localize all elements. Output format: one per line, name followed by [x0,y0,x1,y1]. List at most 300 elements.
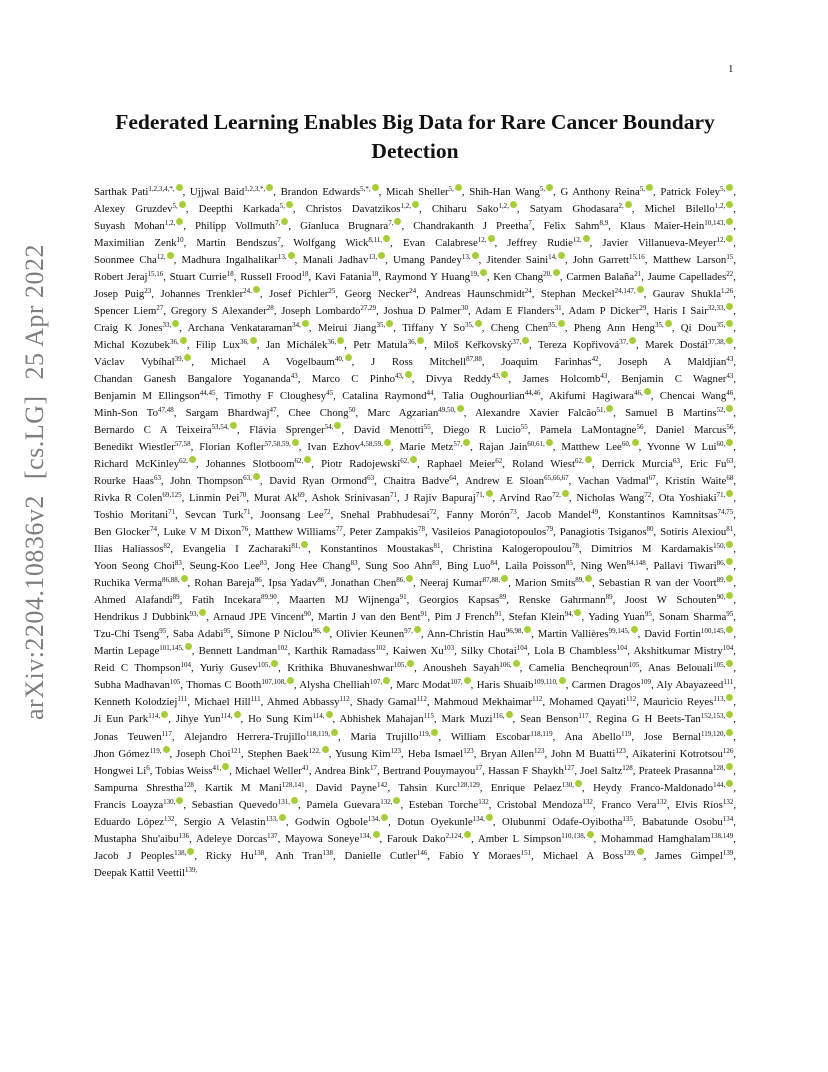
author-name: John M Buatti [551,747,616,760]
orcid-icon[interactable] [271,660,278,667]
orcid-icon[interactable] [167,252,174,259]
author-affiliations: 114, [312,712,325,721]
orcid-icon[interactable] [172,320,179,327]
author-name: Renske Gahrmann [518,594,606,607]
author-affiliations: 109 [640,678,651,687]
author-name: Joseph Lombardo [281,305,361,318]
author-affiliations: 43 [726,372,734,381]
author-entry: Tahsin Kurc$^{128,129}$, [398,780,483,794]
orcid-icon[interactable] [726,184,733,191]
orcid-icon[interactable] [431,729,438,736]
author-name: Enrique Pelaez [490,781,562,794]
orcid-icon[interactable] [631,626,638,633]
author-name: Franco Vera [601,798,657,811]
author-name: Stuart Currie [169,271,227,284]
orcid-icon[interactable] [488,235,495,242]
orcid-icon[interactable] [475,320,482,327]
orcid-icon[interactable] [187,848,194,855]
author-entry: Diego R Lucio$^{55}$, [442,423,531,437]
orcid-icon[interactable] [279,814,286,821]
author-entry: Francis Loayza$^{130,}$ , [94,797,187,811]
orcid-icon[interactable] [304,456,311,463]
orcid-icon[interactable] [230,422,237,429]
author-entry: Pallavi Tiwari$^{86,}$ , [653,559,737,573]
author-entry: Marc Modat$^{107,}$ , [396,678,474,692]
author-name: Jonathan Chen [331,577,397,590]
author-entry: Heba Ismael$^{123}$, [407,746,477,760]
author-name: Joel Saltz [580,764,623,777]
orcid-icon[interactable] [414,626,421,633]
orcid-icon[interactable] [266,184,273,191]
author-name: Kenneth Kolodziej [94,696,178,709]
author-entry: Andreas Haunschmidt$^{24}$, [424,287,535,301]
author-entry: Olubunmi Odafe-Oyibotha$^{135}$, [502,814,636,828]
orcid-icon[interactable] [393,797,400,804]
author-name: Ilias Haliassos [94,543,164,556]
orcid-icon[interactable] [558,252,565,259]
author-entry: Michel Bilello$^{1,2,}$ , [644,202,736,216]
author-name: Marco C Pinho [311,373,396,386]
author-name: Mark Muzi [441,713,493,726]
orcid-icon[interactable] [726,201,733,208]
author-affiliations: 62, [294,457,304,466]
orcid-icon[interactable] [287,677,294,684]
author-entry: Arvind Rao$^{72,}$ , [499,491,572,505]
orcid-icon[interactable] [574,609,581,616]
orcid-icon[interactable] [378,252,385,259]
author-name: Meirui Jiang [317,322,377,335]
author-name: Manali Jadhav [302,254,369,267]
orcid-icon[interactable] [726,541,733,548]
author-name: Václav Vybíhal [94,356,175,369]
orcid-icon[interactable] [726,490,733,497]
author-name: David Ryan Ormond [269,475,368,488]
author-affiliations: 104 [616,644,628,653]
orcid-icon[interactable] [726,235,733,242]
author-name: Marek Dostál [645,339,708,352]
author-entry: Piotr Radojewski$^{62,}$ , [321,457,420,471]
author-name: Sebastian R van der Voort [598,577,717,590]
author-entry: Bing Luo$^{84}$, [447,559,501,573]
author-name: James Holcomb [522,373,601,386]
orcid-icon[interactable] [726,729,733,736]
author-affiliations: 133, [265,814,278,823]
orcid-icon[interactable] [386,320,393,327]
author-entry: Maria Trujillo$^{119,}$ , [350,729,442,743]
author-name: Stephan Meckel [540,288,615,301]
orcid-icon[interactable] [559,677,566,684]
orcid-icon[interactable] [181,575,188,582]
author-name: Anousheh Sayah [422,662,500,675]
orcid-icon[interactable] [587,831,594,838]
author-entry: Stephan Meckel$^{24,147,}$ , [540,287,647,301]
orcid-icon[interactable] [486,490,493,497]
author-affiliations: 139, [623,848,636,857]
author-name: Joonsang Lee [260,509,324,522]
author-name: Dotun Oyekunle [397,815,473,828]
orcid-icon[interactable] [179,201,186,208]
author-affiliations: 110,138, [561,831,586,840]
author-entry: Daniel Marcus$^{56}$, [655,423,737,437]
orcid-icon[interactable] [632,439,639,446]
author-entry: Jihye Yun$^{114,}$ , [175,712,244,726]
author-name: Shady Gamal [356,696,417,709]
author-entry: Hendrikus J Dubbink$^{93,}$ , [94,610,210,624]
author-entry: Stephen Baek$^{122,}$ , [247,746,332,760]
author-affiliations: 71 [168,508,176,517]
author-name: Kavi Fatania [314,271,372,284]
author-affiliations: 121 [230,746,241,755]
author-affiliations: 114, [220,712,233,721]
orcid-icon[interactable] [373,831,380,838]
orcid-icon[interactable] [288,252,295,259]
author-entry: Alejandro Herrera-Trujillo$^{118,119,}$ , [183,729,341,743]
author-affiliations: 86, [396,576,405,585]
orcid-icon[interactable] [410,456,417,463]
orcid-icon[interactable] [637,848,644,855]
author-entry: Joseph A Maldjian$^{43}$, [618,355,737,369]
orcid-icon[interactable] [457,405,464,412]
orcid-icon[interactable] [726,405,733,412]
author-name: Johannes Trenkler [160,288,244,301]
orcid-icon[interactable] [625,201,632,208]
author-name: Derrick Murcia [601,458,673,471]
author-entry: Eric Fu$^{63}$, [689,457,737,471]
orcid-icon[interactable] [524,626,531,633]
author-entry: Neeraj Kumar$^{87,88,}$ , [419,576,511,590]
author-name: Yading Yuan [588,611,645,624]
arxiv-id[interactable]: arXiv:2204.10836v2 [20,495,49,720]
orcid-icon[interactable] [472,252,479,259]
orcid-icon[interactable] [464,831,471,838]
author-affiliations: 104 [180,661,192,670]
author-entry: Jonathan Chen$^{86,}$ , [331,576,416,590]
author-name: Vasileios Panagiotopoulos [431,526,547,539]
author-affiliations: 123 [534,746,545,755]
author-affiliations: 15,16 [147,270,164,279]
author-name: Bernardo C A Teixeira [94,424,212,437]
author-name: Ben Glocker [94,526,150,539]
author-affiliations: 132, [380,797,393,806]
author-affiliations: 93, [189,610,199,619]
author-affiliations: 46, [633,389,643,398]
author-affiliations: 51, [596,406,606,415]
orcid-icon[interactable] [176,218,183,225]
author-name: Andrew E Sloan [464,475,545,488]
author-affiliations: 5, [639,185,646,193]
author-affiliations: 31 [554,304,562,313]
orcid-icon[interactable] [412,201,419,208]
orcid-icon[interactable] [726,780,733,787]
orcid-icon[interactable] [646,184,653,191]
author-entry: Farouk Dako$^{2,124,}$ , [386,831,474,845]
orcid-icon[interactable] [562,490,569,497]
orcid-icon[interactable] [726,592,733,599]
author-entry: Amber L Simpson$^{110,138,}$ , [477,831,597,845]
orcid-icon[interactable] [222,763,229,770]
orcid-icon[interactable] [480,269,487,276]
author-affiliations: 85 [565,559,573,568]
author-name: Piotr Radojewski [321,458,401,471]
author-name: Matthew Lee [561,441,622,454]
orcid-icon[interactable] [185,643,192,650]
author-affiliations: 37,38, [707,338,726,347]
author-affiliations: 87,88 [466,355,482,364]
author-name: Adeleye Dorcas [195,832,268,845]
orcid-icon[interactable] [726,558,733,565]
orcid-icon[interactable] [253,473,260,480]
orcid-icon[interactable] [323,626,330,633]
author-affiliations: 29 [639,304,647,313]
orcid-icon[interactable] [286,201,293,208]
orcid-icon[interactable] [575,780,582,787]
author-affiliations: 126 [722,746,734,755]
author-affiliations: 94, [564,610,574,619]
orcid-icon[interactable] [394,218,401,225]
author-affiliations: 128 [622,763,633,772]
author-name: Heydy Franco-Maldonado [593,781,714,794]
orcid-icon[interactable] [417,337,424,344]
author-affiliations: 138,149 [710,831,734,840]
orcid-icon[interactable] [381,814,388,821]
author-affiliations: 43 [726,355,734,364]
author-entry: Danielle Cutler$^{146}$, [344,848,431,862]
author-affiliations: 96, [312,627,322,636]
orcid-icon[interactable] [583,235,590,242]
author-affiliations: 56 [726,423,734,432]
author-affiliations: 73 [509,508,517,517]
orcid-icon[interactable] [486,814,493,821]
orcid-icon[interactable] [281,218,288,225]
orcid-icon[interactable] [726,218,733,225]
author-affiliations: 67 [648,474,656,483]
orcid-icon[interactable] [322,746,329,753]
author-name: Evangelia I Zacharaki [182,543,292,556]
author-name: Miloš Keřkovský [433,339,513,352]
author-name: Panagiotis Tsiganos [559,526,647,539]
author-affiliations: 62, [179,457,188,466]
author-entry: Simone P Niclou$^{96,}$ , [237,627,333,641]
author-name: Martin Vallières [537,628,609,641]
orcid-icon[interactable] [405,371,412,378]
orcid-icon[interactable] [644,388,651,395]
author-entry: Bernardo C A Teixeira$^{53,54,}$ , [94,423,240,437]
author-affiliations: 132 [722,797,734,806]
orcid-icon[interactable] [250,337,257,344]
author-entry: Chiharu Sako$^{1,2,}$ , [431,202,520,216]
author-name: Evan Calabrese [402,237,478,250]
orcid-icon[interactable] [585,575,592,582]
author-name: Michael Hill [194,696,251,709]
orcid-icon[interactable] [301,541,308,548]
author-entry: Petr Matula$^{36,}$ , [353,338,428,352]
orcid-icon[interactable] [345,354,352,361]
author-entry: Deepthi Karkada$^{5,}$ , [198,202,296,216]
author-name: Carmen Balaña [566,271,635,284]
author-affiliations: 69 [297,491,305,500]
author-entry: Esteban Torche$^{132}$, [408,797,492,811]
author-name: Regina G H Beets-Tan [596,713,701,726]
orcid-icon[interactable] [464,677,471,684]
author-affiliations: 62, [400,457,410,466]
orcid-icon[interactable] [726,763,733,770]
author-entry: Jong Hee Chang$^{83}$, [274,559,361,573]
author-affiliations: 44 [426,389,434,398]
author-entry: Mohamed Qayati$^{112}$, [549,695,639,709]
author-affiliations: 30 [460,304,468,313]
author-affiliations: 7, [275,219,281,228]
orcid-icon[interactable] [726,711,733,718]
author-affiliations: 103 [443,644,455,653]
author-entry: Stuart Currie$^{18}$, [169,270,237,284]
author-name: Michal Kozubek [94,339,170,352]
arxiv-identifier-stamp[interactable] [20,228,50,720]
author-affiliations: 72 [429,508,437,517]
author-name: Chiharu Sako [431,203,499,216]
orcid-icon[interactable] [501,371,508,378]
orcid-icon[interactable] [383,235,390,242]
orcid-icon[interactable] [637,286,644,293]
orcid-icon[interactable] [384,439,391,446]
author-affiliations: 113, [713,695,726,704]
author-affiliations: 119 [621,729,632,738]
orcid-icon[interactable] [522,337,529,344]
author-entry: Anousheh Sayah$^{106,}$ , [422,661,523,675]
orcid-icon[interactable] [726,439,733,446]
author-affiliations: 150, [713,542,726,551]
orcid-icon[interactable] [726,303,733,310]
author-name: Karthik Ramadass [294,645,376,658]
orcid-icon[interactable] [726,575,733,582]
author-affiliations: 27,29 [360,304,377,313]
orcid-icon[interactable] [291,797,298,804]
orcid-icon[interactable] [606,405,613,412]
author-entry: Adam E Flanders$^{31}$, [474,304,565,318]
author-entry: Kavi Fatania$^{18}$, [314,270,382,284]
orcid-icon[interactable] [331,729,338,736]
author-entry: Benjamin M Ellingson$^{44,45}$, [94,389,219,403]
orcid-icon[interactable] [726,320,733,327]
orcid-icon[interactable] [546,439,553,446]
author-name: Marie Metz [399,441,454,454]
author-name: Ashok Srinivasan [311,492,391,505]
orcid-icon[interactable] [585,456,592,463]
author-entry: Madhura Ingalhalikar$^{13,}$ , [181,253,298,267]
author-name: Suyash Mohan [94,220,165,233]
author-entry: Ujjwal Baid$^{1,2,3,*,}$ , [189,185,276,198]
orcid-icon[interactable] [234,711,241,718]
orcid-icon[interactable] [513,660,520,667]
orcid-icon[interactable] [184,354,191,361]
author-affiliations: 7 [528,219,532,228]
author-entry: Martin Lepage$^{101,145,}$ , [94,644,195,658]
orcid-icon[interactable] [510,201,517,208]
orcid-icon[interactable] [665,320,672,327]
orcid-icon[interactable] [455,184,462,191]
author-name: Ota Yoshiaki [658,492,717,505]
orcid-icon[interactable] [629,337,636,344]
author-affiliations: 4,58,59, [360,440,383,449]
author-name: Ahmed Alafandi [94,594,173,607]
author-affiliations: 119, [418,729,431,738]
author-entry: Hassan F Shaykh$^{127}$, [488,763,578,777]
author-entry: Chandrakanth J Preetha$^7$, [413,219,535,233]
author-entry: Joel Saltz$^{128}$, [580,763,636,777]
author-name: Georg Necker [344,288,410,301]
orcid-icon[interactable] [180,337,187,344]
orcid-icon[interactable] [337,337,344,344]
author-affiliations: 17 [475,763,483,772]
author-affiliations: 13, [461,253,471,262]
orcid-icon[interactable] [407,660,414,667]
orcid-icon[interactable] [176,184,183,191]
orcid-icon[interactable] [726,660,733,667]
author-affiliations: 40, [334,355,344,364]
orcid-icon[interactable] [726,626,733,633]
orcid-icon[interactable] [383,677,390,684]
author-name: Jacob Mandel [526,509,592,522]
orcid-icon[interactable] [558,320,565,327]
orcid-icon[interactable] [406,575,413,582]
author-affiliations: 84,148 [626,559,646,568]
orcid-icon[interactable] [199,609,206,616]
author-entry: Jaume Capellades$^{22}$, [647,270,736,284]
orcid-icon[interactable] [253,286,260,293]
orcid-icon[interactable] [326,711,333,718]
orcid-icon[interactable] [546,184,553,191]
author-affiliations: 33, [162,321,172,330]
author-affiliations: 45 [326,389,334,398]
arxiv-date: 25 Apr 2022 [20,243,49,380]
author-entry: Suyash Mohan$^{1,2,}$ , [94,219,187,233]
orcid-icon[interactable] [161,711,168,718]
orcid-icon[interactable] [506,711,513,718]
orcid-icon[interactable] [726,694,733,701]
author-name: Ann-Christin Hau [426,628,506,641]
author-entry: Minh-Son To$^{47,48}$, [94,406,177,420]
orcid-icon[interactable] [501,575,508,582]
orcid-icon[interactable] [463,439,470,446]
author-name: Martin J van den Bent [318,611,421,624]
orcid-icon[interactable] [553,269,560,276]
author-entry: Chaitra Badve$^{64}$, [383,474,459,488]
author-entry: Miloš Keřkovský$^{37,}$ , [433,338,532,352]
author-affiliations: 12, [572,236,582,245]
author-affiliations: 127 [563,763,575,772]
author-name: Babatunde Osobu [641,815,723,828]
author-entry: John M Buatti$^{123}$, [551,746,629,760]
author-affiliations: 60, [716,440,726,449]
orcid-icon[interactable] [334,422,341,429]
author-name: Godwin Ogbole [294,815,368,828]
orcid-icon[interactable] [726,337,733,344]
orcid-icon[interactable] [302,320,309,327]
author-entry: Georgios Kapsas$^{89}$, [419,593,509,607]
author-affiliations: 35, [716,321,726,330]
author-entry: Adeleye Dorcas$^{137}$, [195,831,281,845]
orcid-icon[interactable] [163,746,170,753]
orcid-icon[interactable] [372,184,379,191]
orcid-icon[interactable] [176,797,183,804]
orcid-icon[interactable] [189,456,196,463]
author-affiliations: 24 [524,287,532,296]
author-entry: Saba Adabi$^{95}$, [172,627,234,641]
orcid-icon[interactable] [292,439,299,446]
author-entry: Renske Gahrmann$^{89}$, [518,593,616,607]
author-name: Luke V M Dixon [163,526,242,539]
author-entry: Josef Pichler$^{25}$, [269,287,339,301]
author-affiliations: 14, [548,253,557,262]
